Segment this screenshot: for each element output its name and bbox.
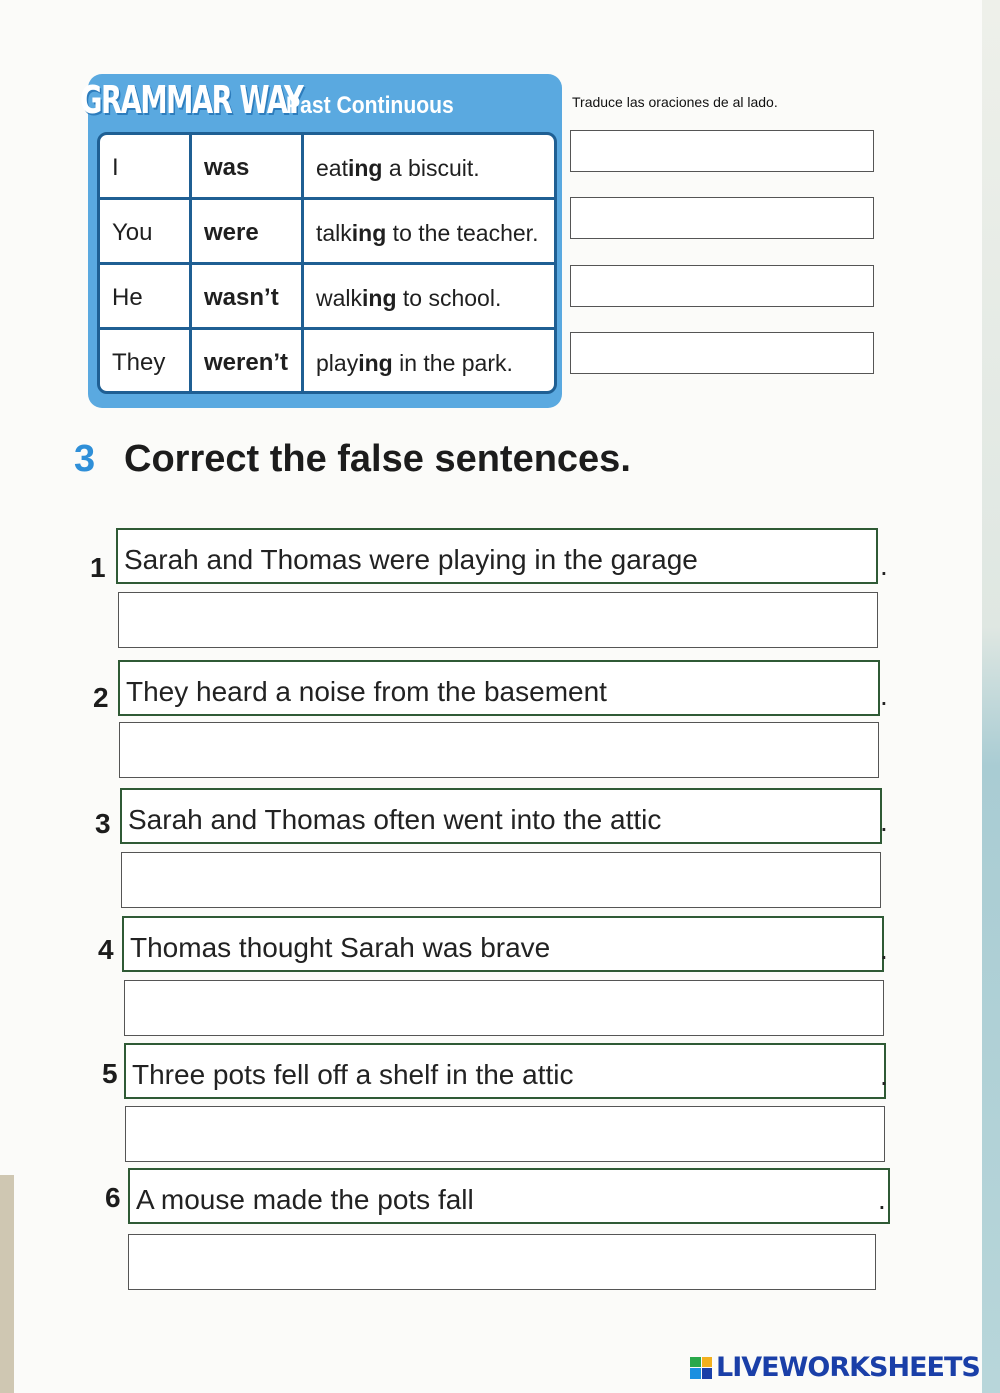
answer-input-2[interactable] <box>119 722 879 778</box>
grammar-example <box>304 135 554 197</box>
example-rest: a biscuit. <box>382 155 480 181</box>
grammar-verb: were <box>192 200 304 262</box>
statement-box <box>120 788 882 844</box>
answer-input-5[interactable] <box>125 1106 885 1162</box>
translation-input-4[interactable] <box>570 332 874 374</box>
grammar-example <box>304 330 554 392</box>
page-edge-left <box>0 1175 14 1393</box>
grammar-row <box>100 265 554 330</box>
grammar-subject: You <box>100 200 192 262</box>
statement-period: . <box>878 1184 886 1215</box>
item-number: 2 <box>93 682 109 713</box>
example-stem: talk <box>316 220 352 246</box>
example-stem: eat <box>316 155 348 181</box>
item-number: 5 <box>102 1058 118 1089</box>
translation-input-2[interactable] <box>570 197 874 239</box>
statement-box <box>128 1168 890 1224</box>
example-stem: play <box>316 350 359 376</box>
grammar-verb: was <box>192 135 304 197</box>
page-edge-right <box>982 0 1000 1393</box>
grammar-verb: weren’t <box>192 330 304 392</box>
statement-period: . <box>880 1060 888 1091</box>
grammar-way-subtitle: Past Continuous <box>286 92 454 119</box>
example-ing: ing <box>347 155 383 181</box>
statement-period: . <box>880 934 888 965</box>
watermark-text: LIVEWORKSHEETS <box>716 1352 980 1383</box>
statement-box <box>122 916 884 972</box>
grammar-example <box>304 265 554 327</box>
item-number: 3 <box>95 808 111 839</box>
statement-period: . <box>880 806 888 837</box>
statement-text: Three pots fell off a shelf in the attic <box>132 1059 574 1090</box>
answer-input-1[interactable] <box>118 592 878 648</box>
example-rest: to school. <box>396 285 502 311</box>
example-ing: ing <box>358 350 393 376</box>
statement-period: . <box>880 550 888 581</box>
grammar-subject: I <box>100 135 192 197</box>
example-ing: ing <box>362 285 397 311</box>
exercise-number: 3 <box>74 438 96 480</box>
grammar-verb: wasn’t <box>192 265 304 327</box>
grammar-row <box>100 200 554 265</box>
grammar-table <box>97 132 557 394</box>
item-number: 1 <box>90 552 106 583</box>
statement-box <box>118 660 880 716</box>
grammar-subject: He <box>100 265 192 327</box>
statement-text: Thomas thought Sarah was brave <box>130 932 551 963</box>
example-rest: in the park. <box>392 350 513 376</box>
translation-input-1[interactable] <box>570 130 874 172</box>
statement-text: They heard a noise from the basement <box>126 676 607 707</box>
liveworksheets-logo-icon <box>690 1357 712 1379</box>
statement-period: . <box>880 680 888 711</box>
grammar-subject: They <box>100 330 192 392</box>
exercise-title: Correct the false sentences. <box>124 438 631 480</box>
grammar-example <box>304 200 554 262</box>
statement-box <box>116 528 878 584</box>
answer-input-3[interactable] <box>121 852 881 908</box>
grammar-row <box>100 135 554 200</box>
item-number: 4 <box>98 934 114 965</box>
answer-input-4[interactable] <box>124 980 884 1036</box>
item-number: 6 <box>105 1182 121 1213</box>
statement-box <box>124 1043 886 1099</box>
translation-input-3[interactable] <box>570 265 874 307</box>
example-stem: walk <box>316 285 363 311</box>
answer-input-6[interactable] <box>128 1234 876 1290</box>
translation-instruction: Traduce las oraciones de al lado. <box>572 94 778 110</box>
statement-text: A mouse made the pots fall <box>136 1184 474 1215</box>
statement-text: Sarah and Thomas were playing in the garage <box>124 544 698 575</box>
example-rest: to the teacher. <box>386 220 539 246</box>
statement-text: Sarah and Thomas often went into the attic <box>128 804 662 835</box>
grammar-row <box>100 330 554 392</box>
example-ing: ing <box>351 220 387 246</box>
grammar-way-title: GRAMMAR WAY <box>80 78 303 122</box>
liveworksheets-watermark <box>690 1352 980 1383</box>
